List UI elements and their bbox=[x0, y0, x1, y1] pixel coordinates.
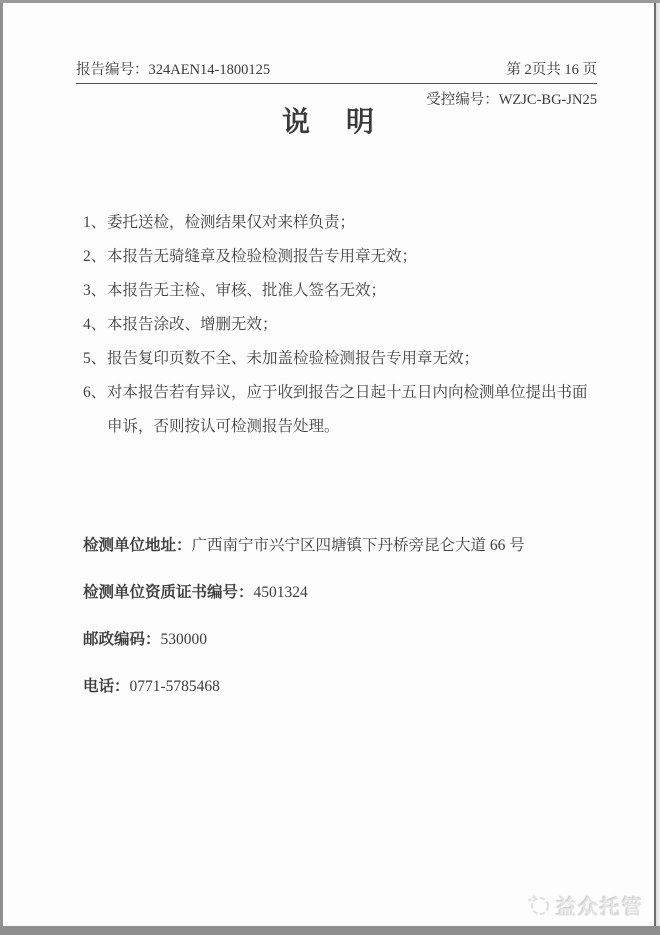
contact-label: 检测单位资质证书编号： bbox=[83, 584, 254, 601]
report-number: 报告编号：324AEN14-1800125 bbox=[76, 62, 271, 78]
brand-watermark bbox=[526, 891, 644, 920]
note-number: 1、 bbox=[83, 214, 107, 231]
brand-logo-icon bbox=[526, 893, 551, 918]
scan-edge-right-shadow bbox=[656, 3, 660, 927]
note-item bbox=[83, 274, 595, 308]
note-item bbox=[83, 240, 595, 274]
note-item bbox=[83, 206, 595, 240]
contact-row-phone bbox=[83, 663, 608, 710]
scan-edge-left bbox=[0, 3, 3, 927]
note-item bbox=[83, 342, 595, 376]
brand-watermark-text: 益众托管 bbox=[556, 897, 644, 919]
note-text: 本报告无骑缝章及检验检测报告专用章无效； bbox=[107, 248, 418, 265]
note-text: 本报告涂改、增删无效； bbox=[107, 316, 278, 333]
note-text: 对本报告若有异议，应于收到报告之日起十五日内向检测单位提出书面申诉，否则按认可检测报告处理。 bbox=[107, 384, 588, 435]
lab-contact-block bbox=[83, 522, 608, 710]
page-indicator: 第 2页共 16 页 bbox=[506, 62, 597, 78]
contact-value: 广西南宁市兴宁区四塘镇下丹桥旁昆仑大道 66 号 bbox=[191, 537, 525, 554]
notes-list bbox=[83, 206, 595, 444]
page-title: 说 明 bbox=[281, 107, 378, 138]
contact-label: 电话： bbox=[83, 678, 130, 695]
contact-value: 4501324 bbox=[253, 584, 308, 601]
note-item bbox=[83, 376, 595, 444]
contact-row-address bbox=[83, 522, 608, 569]
contact-row-certificate bbox=[83, 569, 608, 616]
note-number: 6、 bbox=[83, 384, 107, 401]
note-text: 本报告无主检、审核、批准人签名无效； bbox=[107, 282, 387, 299]
note-item bbox=[83, 308, 595, 342]
note-number: 5、 bbox=[83, 350, 107, 367]
note-number: 2、 bbox=[83, 248, 107, 265]
contact-value: 530000 bbox=[160, 631, 208, 648]
contact-label: 邮政编码： bbox=[83, 631, 161, 648]
report-header-row bbox=[76, 58, 597, 84]
scan-edge-bottom-bar bbox=[0, 926, 660, 935]
note-number: 3、 bbox=[83, 282, 107, 299]
note-text: 委托送检，检测结果仅对来样负责； bbox=[107, 214, 356, 231]
contact-row-postcode bbox=[83, 616, 608, 663]
note-number: 4、 bbox=[83, 316, 107, 333]
scan-edge-top bbox=[0, 0, 660, 3]
note-text: 报告复印页数不全、未加盖检验检测报告专用章无效； bbox=[107, 350, 480, 367]
contact-label: 检测单位地址： bbox=[83, 537, 192, 554]
controlled-number: 受控编号：WZJC-BG-JN25 bbox=[426, 92, 597, 108]
contact-value: 0771-5785468 bbox=[129, 678, 220, 695]
